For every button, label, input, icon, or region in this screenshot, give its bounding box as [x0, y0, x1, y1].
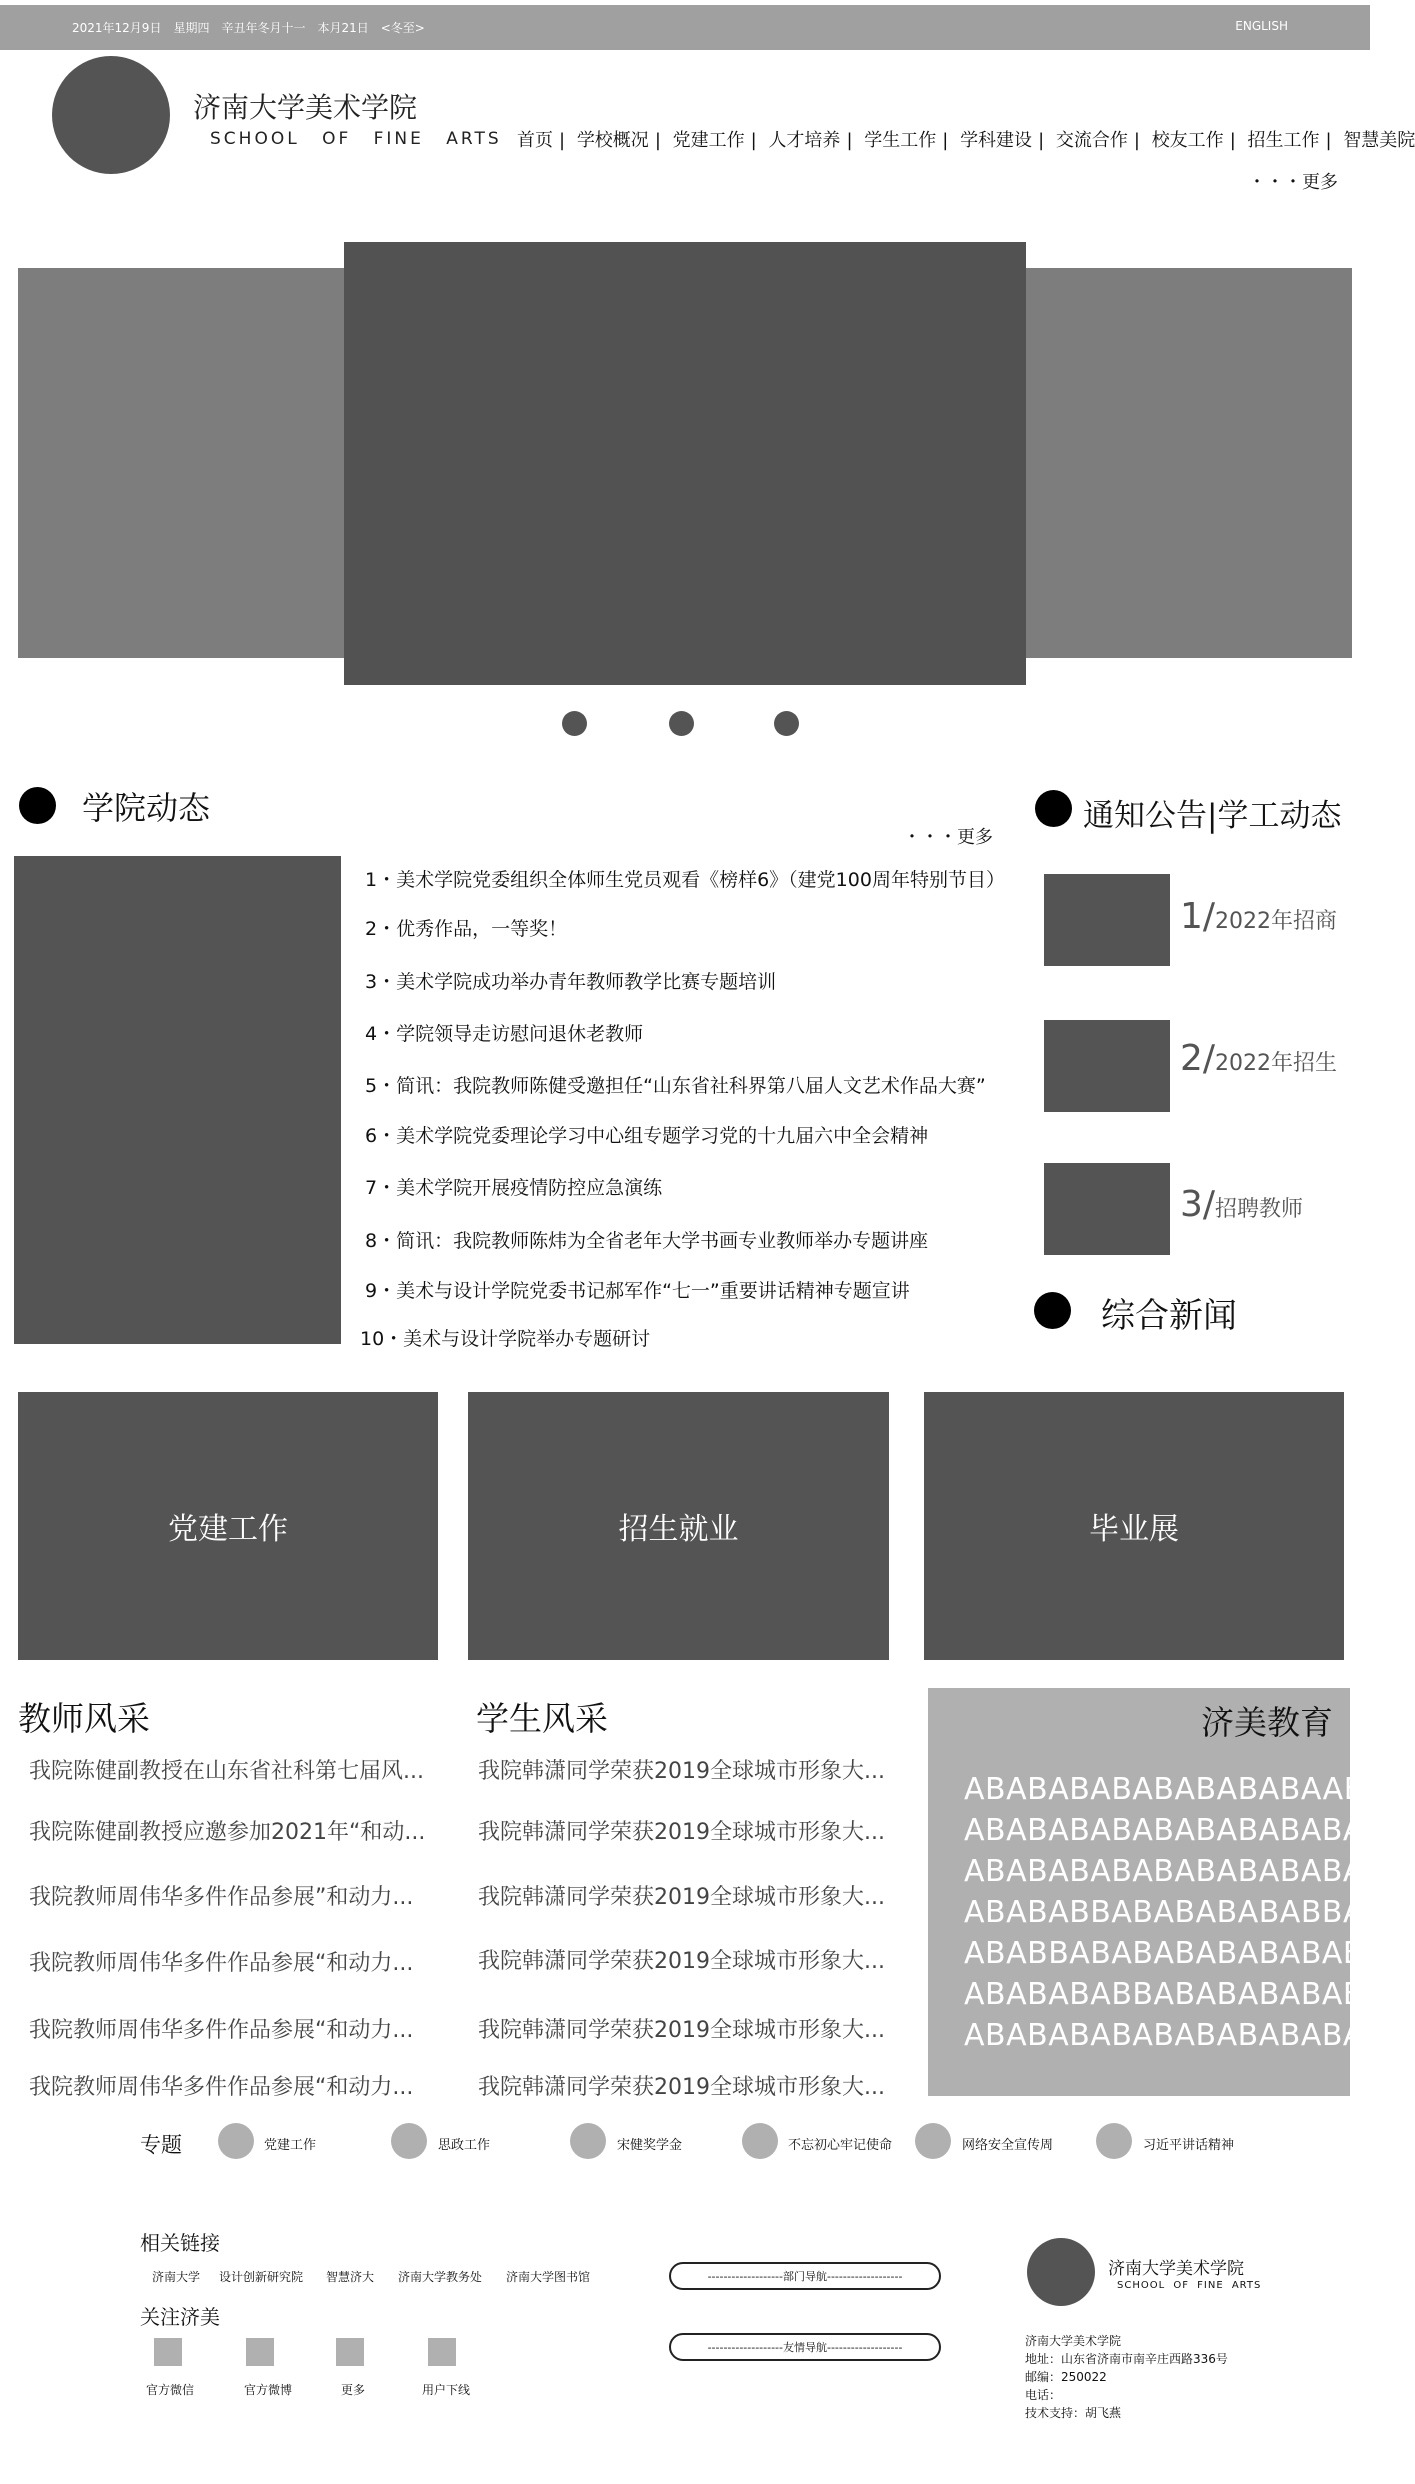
footer-link[interactable]: 设计创新研究院	[219, 2270, 304, 2284]
carousel-main-slide[interactable]	[344, 242, 1026, 685]
topic-icon[interactable]	[570, 2123, 606, 2159]
topic-link[interactable]: 思政工作	[438, 2138, 491, 2153]
notices-title[interactable]: 通知公告|学工动态	[1083, 798, 1342, 834]
news-item[interactable]: 6・美术学院党委理论学习中心组专题学习党的十九届六中全会精神	[365, 1125, 929, 1147]
nav-smart[interactable]: 智慧美院	[1343, 130, 1415, 151]
carousel-next-slide[interactable]	[1025, 268, 1352, 658]
wechat-icon[interactable]	[154, 2338, 182, 2366]
carousel-dot-1[interactable]	[562, 711, 587, 736]
logout-icon[interactable]	[428, 2338, 456, 2366]
notice-item[interactable]: 2/2022年招生	[1180, 1038, 1338, 1079]
topic-link[interactable]: 网络安全宣传周	[962, 2138, 1054, 2153]
topic-icon[interactable]	[218, 2123, 254, 2159]
student-item[interactable]: 我院韩潇同学荣获2019全球城市形象大...	[478, 2018, 885, 2043]
news-item[interactable]: 8・简讯：我院教师陈炜为全省老年大学书画专业教师举办专题讲座	[365, 1230, 929, 1252]
education-title: 济美教育	[1201, 1703, 1333, 1742]
college-news-more[interactable]: ・・・更多	[903, 827, 993, 848]
top-bar	[0, 5, 1370, 50]
topic-icon[interactable]	[1096, 2123, 1132, 2159]
footer-link[interactable]: 智慧济大	[326, 2270, 375, 2284]
education-text-line: ABABABABABABABABABAB	[964, 2018, 1386, 2053]
teacher-item[interactable]: 我院陈健副教授应邀参加2021年“和动...	[29, 1820, 426, 1845]
teacher-item[interactable]: 我院教师周伟华多件作品参展“和动力...	[29, 1951, 414, 1976]
student-item[interactable]: 我院韩潇同学荣获2019全球城市形象大...	[478, 1949, 885, 1974]
topic-link[interactable]: 党建工作	[264, 2138, 317, 2153]
follow-title: 关注济美	[140, 2305, 220, 2329]
notice-thumb[interactable]	[1044, 1020, 1170, 1112]
nav-student[interactable]: 学生工作	[864, 130, 937, 151]
nav-discipline[interactable]: 学科建设	[960, 130, 1033, 151]
college-news-title: 学院动态	[82, 789, 211, 827]
notice-item[interactable]: 1/2022年招商	[1180, 896, 1338, 937]
date-text: 2021年12月9日 星期四 辛丑年冬月十一 本月21日 <冬至>	[72, 21, 425, 35]
section-bullet-icon	[1035, 790, 1072, 827]
follow-label[interactable]: 官方微信	[146, 2383, 195, 2397]
follow-label[interactable]: 更多	[341, 2383, 366, 2397]
student-item[interactable]: 我院韩潇同学荣获2019全球城市形象大...	[478, 2075, 885, 2100]
topic-link[interactable]: 不忘初心牢记使命	[788, 2138, 893, 2153]
nav-party[interactable]: 党建工作	[672, 130, 745, 151]
footer-link[interactable]: 济南大学图书馆	[506, 2270, 591, 2284]
section-bullet-icon	[1034, 1292, 1071, 1329]
follow-label[interactable]: 用户下线	[422, 2383, 471, 2397]
topics-label: 专题	[140, 2133, 182, 2157]
education-text-line: ABABABBABABABABABBAA	[964, 1895, 1386, 1930]
news-item[interactable]: 10・美术与设计学院举办专题研讨	[360, 1328, 651, 1350]
tile-party-work[interactable]: 党建工作	[18, 1392, 438, 1660]
education-text-line: ABABABABBABABABABABA	[964, 1977, 1386, 2012]
student-item[interactable]: 我院韩潇同学荣获2019全球城市形象大...	[478, 1759, 885, 1784]
footer-link[interactable]: 济南大学	[152, 2270, 201, 2284]
student-item[interactable]: 我院韩潇同学荣获2019全球城市形象大...	[478, 1820, 885, 1845]
carousel-dot-2[interactable]	[669, 711, 694, 736]
more-icon[interactable]	[336, 2338, 364, 2366]
related-links-title: 相关链接	[140, 2231, 220, 2255]
news-item[interactable]: 3・美术学院成功举办青年教师教学比赛专题培训	[365, 971, 777, 993]
footer-logo-title: 济南大学美术学院	[1108, 2259, 1244, 2279]
nav-exchange[interactable]: 交流合作	[1055, 130, 1128, 151]
department-nav-select[interactable]: -------------------部门导航-------------------	[669, 2262, 941, 2290]
education-text-line: ABABABABABABABABABAB	[964, 1854, 1386, 1889]
students-title: 学生风采	[476, 1699, 608, 1738]
nav-talent[interactable]: 人才培养	[768, 130, 841, 151]
notice-item[interactable]: 3/招聘教师	[1180, 1184, 1304, 1225]
teacher-item[interactable]: 我院教师周伟华多件作品参展“和动力...	[29, 2018, 414, 2043]
topic-icon[interactable]	[915, 2123, 951, 2159]
news-item[interactable]: 4・学院领导走访慰问退休老教师	[365, 1023, 644, 1045]
nav-more-link[interactable]: ・・・更多	[1248, 172, 1338, 193]
topic-icon[interactable]	[742, 2123, 778, 2159]
news-item[interactable]: 5・简讯：我院教师陈健受邀担任“山东省社科界第八届人文艺术作品大赛”	[365, 1075, 986, 1097]
topic-icon[interactable]	[391, 2123, 427, 2159]
teacher-item[interactable]: 我院教师周伟华多件作品参展”和动力...	[29, 1885, 414, 1910]
nav-alumni[interactable]: 校友工作	[1151, 130, 1224, 151]
section-bullet-icon	[19, 787, 56, 824]
student-item[interactable]: 我院韩潇同学荣获2019全球城市形象大...	[478, 1885, 885, 1910]
notice-thumb[interactable]	[1044, 874, 1170, 966]
carousel-prev-slide[interactable]	[18, 268, 345, 658]
school-logo[interactable]	[52, 56, 170, 174]
footer-link[interactable]: 济南大学教务处	[398, 2270, 483, 2284]
teacher-item[interactable]: 我院陈健副教授在山东省社科第七届风...	[29, 1759, 424, 1784]
teachers-title: 教师风采	[18, 1699, 150, 1738]
nav-overview[interactable]: 学校概况	[576, 130, 649, 151]
teacher-item[interactable]: 我院教师周伟华多件作品参展“和动力...	[29, 2075, 414, 2100]
news-item[interactable]: 9・美术与设计学院党委书记郝军作“七一”重要讲话精神专题宣讲	[365, 1280, 910, 1302]
site-subtitle: SCHOOL OF FINE ARTS	[210, 129, 502, 149]
follow-label[interactable]: 官方微博	[244, 2383, 293, 2397]
nav-admission[interactable]: 招生工作	[1247, 130, 1320, 151]
main-nav: 首页 | 学校概况 | 党建工作 | 人才培养 | 学生工作 | 学科建设 | 交流合作 | 校友工作 | 招生工作 | 智慧美院	[517, 130, 1415, 151]
topic-link[interactable]: 习近平讲话精神	[1143, 2138, 1235, 2153]
site-title: 济南大学美术学院	[193, 91, 418, 124]
news-item[interactable]: 1・美术学院党委组织全体师生党员观看《榜样6》（建党100周年特别节目）	[365, 869, 1005, 891]
footer-logo-subtitle: SCHOOL OF FINE ARTS	[1117, 2280, 1262, 2291]
weibo-icon[interactable]	[246, 2338, 274, 2366]
friend-nav-select[interactable]: -------------------友情导航-------------------	[669, 2333, 941, 2361]
college-news-image[interactable]	[14, 856, 341, 1344]
news-item[interactable]: 7・美术学院开展疫情防控应急演练	[365, 1177, 663, 1199]
nav-home[interactable]: 首页	[517, 130, 553, 151]
general-news-title[interactable]: 综合新闻	[1101, 1296, 1237, 1336]
footer-logo	[1027, 2238, 1095, 2306]
carousel-dot-3[interactable]	[774, 711, 799, 736]
english-link[interactable]: ENGLISH	[1235, 19, 1288, 33]
education-text-line: ABABBABABABABABABABA	[964, 1936, 1386, 1971]
tile-graduation-exhibition[interactable]: 毕业展	[924, 1392, 1344, 1660]
education-text-line: ABABABABABABABABAABA	[964, 1772, 1386, 1807]
notice-thumb[interactable]	[1044, 1163, 1170, 1255]
news-item[interactable]: 2・优秀作品，一等奖！	[365, 918, 568, 940]
topic-link[interactable]: 宋健奖学金	[617, 2138, 683, 2153]
footer-info: 济南大学美术学院 地址：山东省济南市南辛庄西路336号 邮编：250022 电话： 技术支持：胡飞燕	[1025, 2334, 1228, 2420]
tile-admission-employment[interactable]: 招生就业	[468, 1392, 889, 1660]
education-text-line: ABABABABABABABABABAB	[964, 1813, 1386, 1848]
